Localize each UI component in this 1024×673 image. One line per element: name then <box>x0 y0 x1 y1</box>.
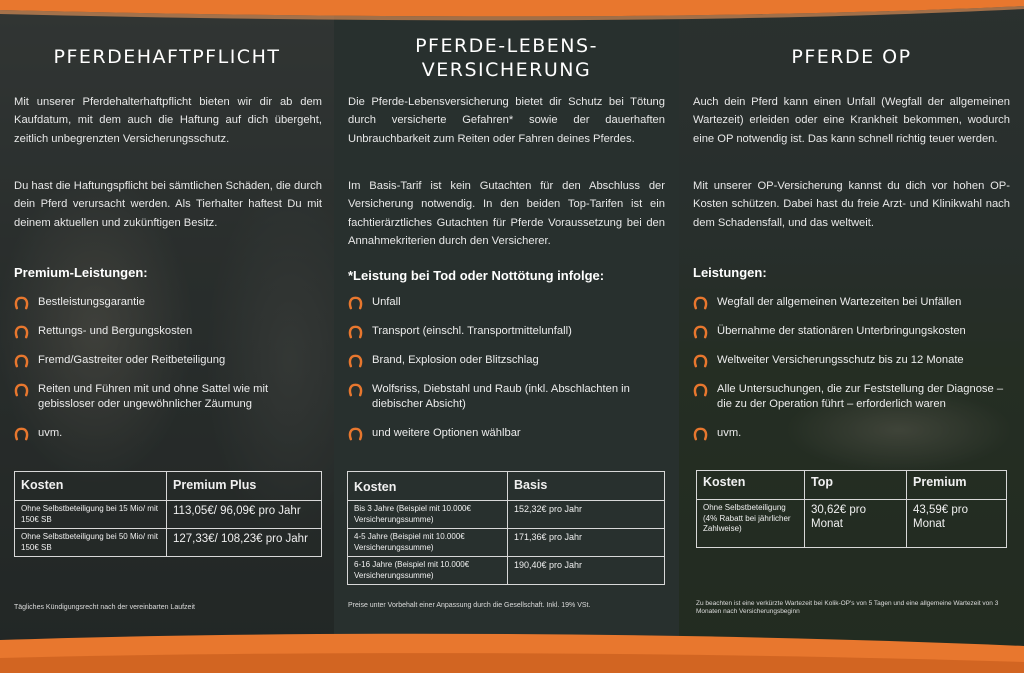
horseshoe-icon <box>693 324 708 339</box>
table-cell: 113,05€/ 96,09€ pro Jahr <box>167 501 322 529</box>
table-cell: Ohne Selbstbeteiligung (4% Rabatt bei jährlicher Zahlweise) <box>697 500 805 548</box>
list-item: Übernahme der stationären Unterbringungskosten <box>693 324 1011 339</box>
coverage-list <box>348 295 658 455</box>
table-header-row <box>697 471 1007 500</box>
table-cell: Ohne Selbstbeteiligung bei 15 Mio/ mit 150€ SB <box>15 501 167 529</box>
horseshoe-icon <box>348 353 363 368</box>
benefits-list <box>693 295 1011 455</box>
horseshoe-icon <box>14 426 29 441</box>
table-row <box>348 557 665 585</box>
table-cell: 190,40€ pro Jahr <box>508 557 665 585</box>
column-pferdehaftpflicht <box>0 0 334 673</box>
liability-paragraph: Du hast die Haftungspflicht bei sämtlichen Schäden, die durch dein Pferd verursacht werden. Als Tierhalter haftest Du mit deinem aktuellen und zukünftigen Besitz. <box>14 180 322 229</box>
footnote: Preise unter Vorbehalt einer Anpassung durch die Gesellschaft. Inkl. 19% VSt. <box>348 602 591 609</box>
table-cell: Ohne Selbstbeteiligung bei 50 Mio/ mit 150€ SB <box>15 529 167 557</box>
horseshoe-icon <box>14 382 29 397</box>
table-row <box>15 529 322 557</box>
list-heading: Leistungen: <box>693 265 767 280</box>
horseshoe-icon <box>693 295 708 310</box>
intro-paragraph: Auch dein Pferd kann einen Unfall (Wegfall der allgemeinen Wartezeit) erleiden oder eine Krankheit bekommen, wodurch eine OP notwendig ist. Das kann schnell richtig teuer werden. <box>693 96 1010 145</box>
footnote: Tägliches Kündigungsrecht nach der vereinbarten Laufzeit <box>14 604 195 611</box>
list-item: Fremd/Gastreiter oder Reitbeteiligung <box>14 353 314 368</box>
list-item: Rettungs- und Bergungskosten <box>14 324 314 339</box>
table-cell: Bis 3 Jahre (Beispiel mit 10.000€ Versicherungssumme) <box>348 501 508 529</box>
list-item: Transport (einschl. Transportmittelunfall) <box>348 324 658 339</box>
top-swoosh <box>0 0 1024 24</box>
list-item: Bestleistungsgarantie <box>14 295 314 310</box>
table-header: Basis <box>508 472 665 501</box>
column-title: PFERDEHAFTPFLICHT <box>53 46 281 68</box>
bottom-swoosh <box>0 628 1024 673</box>
table-cell: 4-5 Jahre (Beispiel mit 10.000€ Versicherungssumme) <box>348 529 508 557</box>
table-row <box>348 501 665 529</box>
column-title: PFERDE-LEBENS- VERSICHERUNG <box>415 35 598 81</box>
horseshoe-icon <box>693 353 708 368</box>
list-heading: Premium-Leistungen: <box>14 265 148 280</box>
table-header: Top <box>805 471 907 500</box>
horseshoe-icon <box>14 295 29 310</box>
list-item: uvm. <box>14 426 314 441</box>
table-cell: 43,59€ pro Monat <box>907 500 1007 548</box>
list-item: Unfall <box>348 295 658 310</box>
pricing-table <box>14 471 322 557</box>
table-row <box>697 500 1007 548</box>
table-header: Premium <box>907 471 1007 500</box>
list-item: Weltweiter Versicherungsschutz bis zu 12 Monate <box>693 353 1011 368</box>
horseshoe-icon <box>14 353 29 368</box>
op-paragraph: Mit unserer OP-Versicherung kannst du dich vor hohen OP-Kosten schützen. Dabei hast du freie Arzt- und Klinikwahl nach dem Schadensfall, und das weltweit. <box>693 180 1010 229</box>
table-header: Kosten <box>697 471 805 500</box>
list-item: Wegfall der allgemeinen Wartezeiten bei Unfällen <box>693 295 1011 310</box>
list-item: Reiten und Führen mit und ohne Sattel wie mit gebissloser oder ungewöhnlicher Zäumung <box>14 382 314 412</box>
table-cell: 152,32€ pro Jahr <box>508 501 665 529</box>
table-row <box>348 529 665 557</box>
table-header: Premium Plus <box>167 472 322 501</box>
list-heading: *Leistung bei Tod oder Nottötung infolge: <box>348 268 605 283</box>
intro-paragraph: Die Pferde-Lebensversicherung bietet dir Schutz bei Tötung durch versicherte Gefahren* sowie der dauerhaften Unbrauchbarkeit zum Reiten oder Fahren deines Pferdes. <box>348 96 665 145</box>
horseshoe-icon <box>693 382 708 397</box>
table-header: Kosten <box>348 472 508 501</box>
table-cell: 6-16 Jahre (Beispiel mit 10.000€ Versicherungssumme) <box>348 557 508 585</box>
table-row <box>15 501 322 529</box>
table-cell: 171,36€ pro Jahr <box>508 529 665 557</box>
list-item: und weitere Optionen wählbar <box>348 426 658 441</box>
column-pferde-op <box>679 0 1024 673</box>
table-header-row <box>348 472 665 501</box>
table-header-row <box>15 472 322 501</box>
list-item: Brand, Explosion oder Blitzschlag <box>348 353 658 368</box>
pricing-table <box>696 470 1007 548</box>
list-item: Alle Untersuchungen, die zur Feststellung der Diagnose – die zu der Operation führt – erforderlich waren <box>693 382 1011 412</box>
column-lebensversicherung <box>334 0 679 673</box>
horseshoe-icon <box>348 295 363 310</box>
horseshoe-icon <box>348 426 363 441</box>
horseshoe-icon <box>14 324 29 339</box>
horseshoe-icon <box>348 324 363 339</box>
benefits-list <box>14 295 314 455</box>
list-item: Wolfsriss, Diebstahl und Raub (inkl. Abschlachten in diebischer Absicht) <box>348 382 658 412</box>
table-cell: 127,33€/ 108,23€ pro Jahr <box>167 529 322 557</box>
horseshoe-icon <box>693 426 708 441</box>
table-header: Kosten <box>15 472 167 501</box>
pricing-table <box>347 471 665 585</box>
list-item: uvm. <box>693 426 1011 441</box>
tariff-paragraph: Im Basis-Tarif ist kein Gutachten für den Abschluss der Versicherung notwendig. In den beiden Top-Tarifen ist ein fachtierärztliches Gutachten für Pferde Voraussetzung bei den Annahmekriterien durch den Versicherer. <box>348 180 665 248</box>
column-title: PFERDE OP <box>791 46 912 68</box>
footnote: Zu beachten ist eine verkürzte Wartezeit bei Kolik-OP's von 5 Tagen und eine allgemeine Wartezeit von 3 Monaten nach Versicherungsbeginn <box>696 600 999 615</box>
horseshoe-icon <box>348 382 363 397</box>
table-cell: 30,62€ pro Monat <box>805 500 907 548</box>
intro-paragraph: Mit unserer Pferdehalterhaftpflicht bieten wir dir ab dem Kaufdatum, mit dem auch die Haftung auf dich übergeht, zeitlich unbegrenzten Versicherungsschutz. <box>14 96 322 145</box>
